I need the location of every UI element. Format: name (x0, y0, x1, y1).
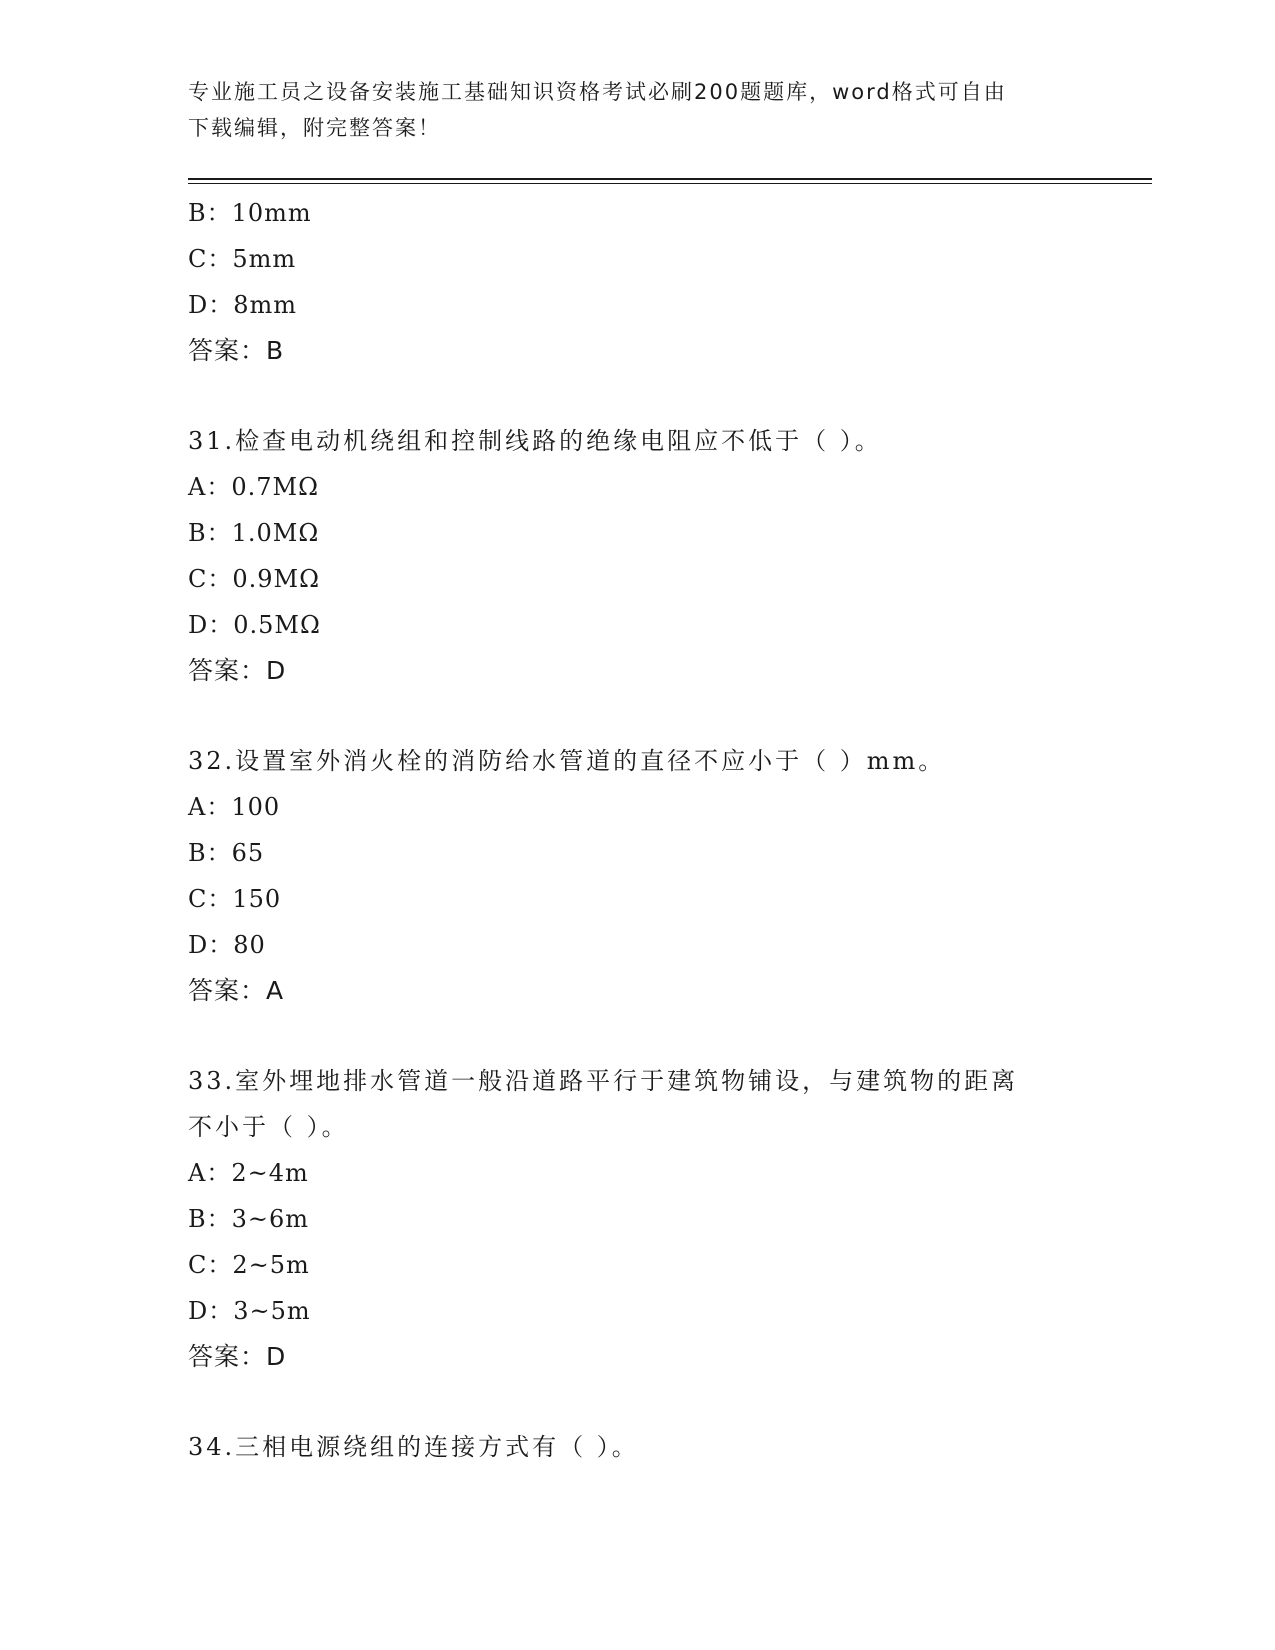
question-text: 31.检查电动机绕组和控制线路的绝缘电阻应不低于（ ）。 (188, 427, 882, 455)
question-text: 32.设置室外消火栓的消防给水管道的直径不应小于（ ）mm。 (188, 747, 946, 775)
option-b: B：65 (188, 839, 265, 867)
option-d: D：8mm (188, 291, 298, 319)
answer: 答案：D (188, 656, 287, 685)
question-list (188, 190, 1088, 1470)
question-30-continued (188, 190, 1088, 374)
question-text-line-1: 33.室外埋地排水管道一般沿道路平行于建筑物铺设，与建筑物的距离 (188, 1067, 1019, 1095)
question-31 (188, 418, 1088, 694)
option-b: B：10mm (188, 199, 312, 227)
option-d: D：3~5m (188, 1297, 311, 1325)
option-c: C：5mm (188, 245, 297, 273)
question-33 (188, 1058, 1088, 1380)
option-a: A：100 (188, 793, 281, 821)
option-b: B：1.0MΩ (188, 519, 320, 547)
answer: 答案：D (188, 1342, 287, 1371)
option-d: D：80 (188, 931, 266, 959)
option-d: D：0.5MΩ (188, 611, 321, 639)
option-c: C：150 (188, 885, 282, 913)
answer: 答案：A (188, 976, 285, 1005)
option-c: C：0.9MΩ (188, 565, 321, 593)
question-32 (188, 738, 1088, 1014)
question-text-line-2: 不小于（ ）。 (188, 1113, 349, 1141)
option-c: C：2~5m (188, 1251, 310, 1279)
question-text: 34.三相电源绕组的连接方式有（ ）。 (188, 1433, 639, 1461)
option-a: A：2~4m (188, 1159, 309, 1187)
header-title-line-1: 专业施工员之设备安装施工基础知识资格考试必刷200题题库，word格式可自由 (188, 80, 1007, 104)
header-divider-thin (188, 183, 1152, 184)
header-divider-thick (188, 178, 1152, 180)
question-34 (188, 1424, 1088, 1470)
answer: 答案：B (188, 336, 285, 365)
option-b: B：3~6m (188, 1205, 310, 1233)
header-title-line-2: 下载编辑，附完整答案！ (188, 116, 441, 140)
document-header (188, 74, 1088, 146)
option-a: A：0.7MΩ (188, 473, 319, 501)
